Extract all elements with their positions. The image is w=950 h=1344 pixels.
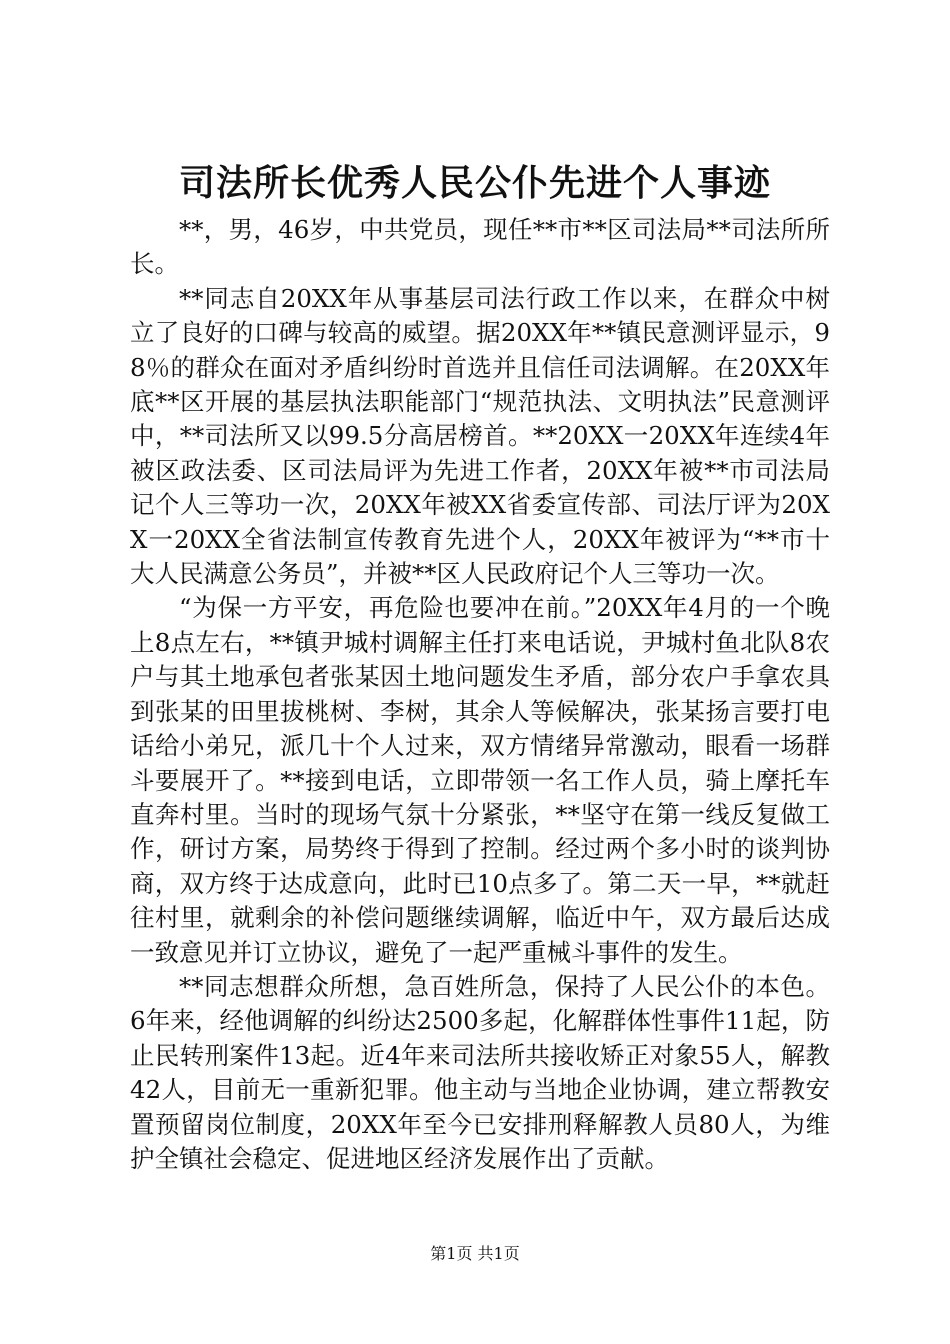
document-title: 司法所长优秀人民公仆先进个人事迹: [178, 162, 771, 204]
page-number-footer: 第1页 共1页: [430, 1244, 520, 1263]
paragraph-incident: “为保一方平安，再危险也要冲在前。”20XX年4月的一个晚上8点左右，**镇尹城村调解主任打来电话说，尹城村鱼北队8农户与其土地承包者张某因土地问题发生矛盾，部分农户手拿农具到张某的田里拔桃树、李树，其余人等候解决，张某扬言要打电话给小弟兄，派几十个人过来，双方情绪异常激动，眼看一场群斗要展开了。**接到电话，立即带领一名工作人员，骑上摩托车直奔村里。当时的现场气氛十分紧张，**坚守在第一线反复做工作，研讨方案，局势终于得到了控制。经过两个多小时的谈判协商，双方终于达成意向，此时已10点多了。第二天一早，**就赶往村里，就剩余的补偿问题继续调解，临近中午，双方最后达成一致意见并订立协议，避免了一起严重械斗事件的发生。: [130, 593, 830, 967]
paragraph-honors: **同志自20XX年从事基层司法行政工作以来，在群众中树立了良好的口碑与较高的威望。据20XX年**镇民意测评显示，98％的群众在面对矛盾纠纷时首选并且信任司法调解。在20XX年底**区开展的基层执法职能部门“规范执法、文明执法”民意测评中，**司法所又以99.5分高居榜首。**20XX一20XX年连续4年被区政法委、区司法局评为先进工作者，20XX年被**市司法局记个人三等功一次，20XX年被XX省委宣传部、司法厅评为20XX一20XX全省法制宣传教育先进个人，20XX年被评为“**市十大人民满意公务员”，并被**区人民政府记个人三等功一次。: [130, 283, 830, 589]
document-body: [130, 213, 830, 1176]
paragraph-achievements: **同志想群众所想，急百姓所急，保持了人民公仆的本色。6年来，经他调解的纠纷达2500多起，化解群体性事件11起，防止民转刑案件13起。近4年来司法所共接收矫正对象55人，解教42人，目前无一重新犯罪。他主动与当地企业协调，建立帮教安置预留岗位制度，20XX年至今已安排刑释解教人员80人，为维护全镇社会稳定、促进地区经济发展作出了贡献。: [130, 971, 830, 1173]
paragraph-intro: **，男，46岁，中共党员，现任**市**区司法局**司法所所长。: [130, 215, 830, 279]
